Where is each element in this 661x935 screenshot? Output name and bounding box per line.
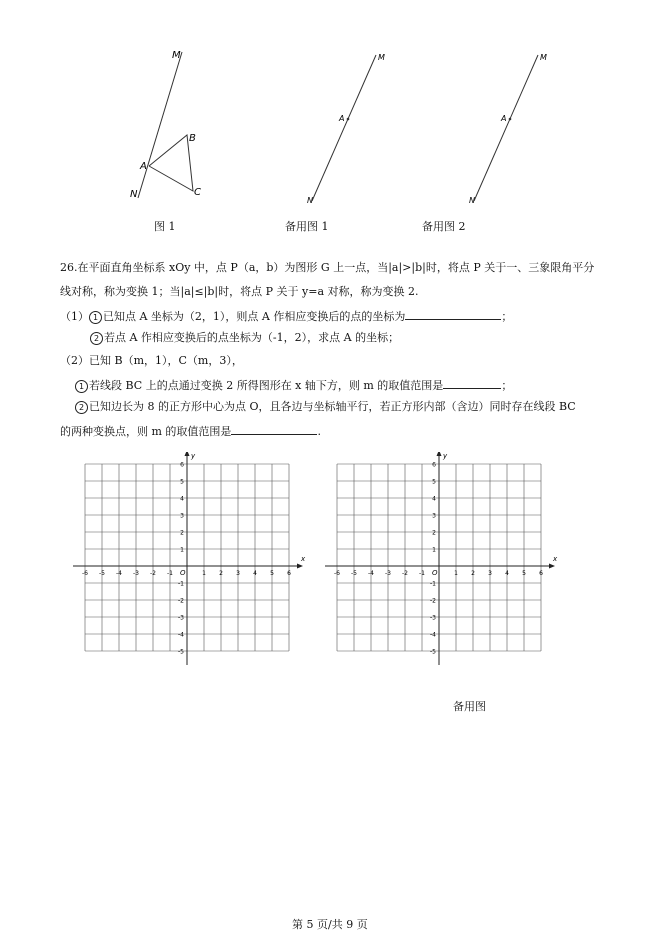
x-tick-label: -2 xyxy=(150,570,156,577)
label-a: A xyxy=(339,114,345,123)
origin-label: O xyxy=(432,569,438,577)
x-tick-label: -4 xyxy=(116,570,122,577)
x-tick-label: -2 xyxy=(402,570,408,577)
x-tick-label: -6 xyxy=(82,570,88,577)
label-m: M xyxy=(378,53,385,62)
y-tick-label: 5 xyxy=(180,478,184,486)
y-tick-label: 6 xyxy=(432,461,436,469)
circle-number-2: 2 xyxy=(90,332,103,345)
y-tick-label: -5 xyxy=(178,648,184,656)
point-a xyxy=(509,118,512,121)
circle-number-2: 2 xyxy=(75,401,88,414)
question-2-2-text-b: 的两种变换点，则 m 的取值范围是 xyxy=(60,425,232,438)
point-a xyxy=(347,118,350,121)
x-tick-label: 1 xyxy=(454,570,458,577)
line-mn xyxy=(312,55,376,201)
question-1-1 xyxy=(60,307,512,325)
x-tick-label: 6 xyxy=(287,570,291,577)
x-tick-label: -6 xyxy=(334,570,340,577)
x-tick-label: 2 xyxy=(471,570,475,577)
problem-line-1: 26.在平面直角坐标系 xOy 中，点 P（a，b）为图形 G 上一点，当|a|>|b|时，将点 P 关于一、三象限角平分 xyxy=(60,261,595,274)
label-n: N xyxy=(130,189,138,200)
circle-number-1: 1 xyxy=(89,311,102,324)
figure-1-caption: 图 1 xyxy=(154,220,176,233)
spare-figure-1 xyxy=(300,45,400,210)
spare-grid-caption: 备用图 xyxy=(453,700,486,713)
label-m: M xyxy=(172,50,181,61)
x-tick-label: -3 xyxy=(385,570,391,577)
spare-figure-2 xyxy=(462,45,562,210)
x-tick-label: 6 xyxy=(539,570,543,577)
x-tick-label: -1 xyxy=(167,570,173,577)
y-tick-label: -2 xyxy=(430,597,436,605)
x-tick-label: -3 xyxy=(133,570,139,577)
y-tick-label: 2 xyxy=(432,529,436,537)
x-tick-label: 1 xyxy=(202,570,206,577)
question-2-1-text: 若线段 BC 上的点通过变换 2 所得图形在 x 轴下方，则 m 的取值范围是 xyxy=(89,379,444,392)
coordinate-grid-2 xyxy=(322,452,562,672)
y-tick-label: 4 xyxy=(432,495,436,503)
label-n: N xyxy=(469,196,475,205)
label-a: A xyxy=(501,114,507,123)
x-tick-label: 4 xyxy=(253,570,257,577)
y-tick-label: -4 xyxy=(178,631,184,639)
question-1-1-text: 已知点 A 坐标为（2，1），则点 A 作相应变换后的点的坐标为 xyxy=(103,310,406,323)
x-tick-label: 4 xyxy=(505,570,509,577)
y-tick-label: -4 xyxy=(430,631,436,639)
question-1-1-end: ； xyxy=(501,310,513,323)
question-2-2-end: . xyxy=(317,425,321,438)
x-tick-label: 5 xyxy=(270,570,274,577)
y-tick-label: 6 xyxy=(180,461,184,469)
answer-blank-2-1[interactable] xyxy=(443,376,501,389)
coordinate-grid-1 xyxy=(70,452,310,672)
spare-figure-1-caption: 备用图 1 xyxy=(285,220,329,233)
label-c: C xyxy=(194,187,201,198)
y-tick-label: -3 xyxy=(178,614,184,622)
x-axis-label: x xyxy=(553,555,558,563)
y-tick-label: 1 xyxy=(432,546,436,554)
page-footer: 第 5 页/共 9 页 xyxy=(292,918,368,931)
question-1-2-text: 若点 A 作相应变换后的点坐标为（-1，2），求点 A 的坐标； xyxy=(104,331,400,344)
y-tick-label: -2 xyxy=(178,597,184,605)
x-tick-label: 3 xyxy=(236,570,240,577)
y-tick-label: -1 xyxy=(430,580,436,588)
y-tick-label: 4 xyxy=(180,495,184,503)
answer-blank-2-2[interactable] xyxy=(231,422,317,435)
y-tick-label: -1 xyxy=(178,580,184,588)
y-axis-label: y xyxy=(443,452,448,460)
figure-1 xyxy=(120,40,230,215)
x-axis-arrow xyxy=(297,564,303,569)
triangle-abc xyxy=(149,135,193,191)
problem-line-2: 线对称，称为变换 1；当|a|≤|b|时，将点 P 关于 y=a 对称，称为变换 2. xyxy=(60,285,419,298)
origin-label: O xyxy=(180,569,186,577)
x-axis-label: x xyxy=(301,555,306,563)
label-n: N xyxy=(307,196,313,205)
x-tick-label: -5 xyxy=(99,570,105,577)
y-tick-label: 3 xyxy=(180,512,184,520)
answer-blank-1-1[interactable] xyxy=(405,307,501,320)
x-tick-label: -5 xyxy=(351,570,357,577)
x-tick-label: -4 xyxy=(368,570,374,577)
y-tick-label: -3 xyxy=(430,614,436,622)
x-axis-arrow xyxy=(549,564,555,569)
circle-number-1: 1 xyxy=(75,380,88,393)
y-tick-label: 1 xyxy=(180,546,184,554)
label-a: A xyxy=(140,161,147,172)
question-2-1 xyxy=(75,376,512,394)
x-tick-label: 3 xyxy=(488,570,492,577)
line-mn xyxy=(138,52,182,198)
question-2-2-text-a: 已知边长为 8 的正方形中心为点 O，且各边与坐标轴平行，若正方形内部（含边）同时存在线段 BC xyxy=(89,400,576,413)
question-2-2-line-2 xyxy=(60,422,321,440)
part-1-prefix: （1） xyxy=(60,310,89,323)
label-b: B xyxy=(189,133,196,144)
y-axis-arrow xyxy=(437,452,442,456)
question-1-2 xyxy=(90,330,399,346)
x-tick-label: -1 xyxy=(419,570,425,577)
y-axis-arrow xyxy=(185,452,190,456)
x-tick-label: 2 xyxy=(219,570,223,577)
y-tick-label: -5 xyxy=(430,648,436,656)
x-tick-label: 5 xyxy=(522,570,526,577)
label-m: M xyxy=(540,53,547,62)
question-2-2-line-1 xyxy=(75,399,576,415)
y-tick-label: 3 xyxy=(432,512,436,520)
question-2-1-end: ； xyxy=(501,379,513,392)
spare-figure-2-caption: 备用图 2 xyxy=(422,220,466,233)
part-2-intro: （2）已知 B（m，1），C（m，3）， xyxy=(60,354,243,367)
line-mn xyxy=(474,55,538,201)
y-tick-label: 2 xyxy=(180,529,184,537)
y-axis-label: y xyxy=(191,452,196,460)
y-tick-label: 5 xyxy=(432,478,436,486)
